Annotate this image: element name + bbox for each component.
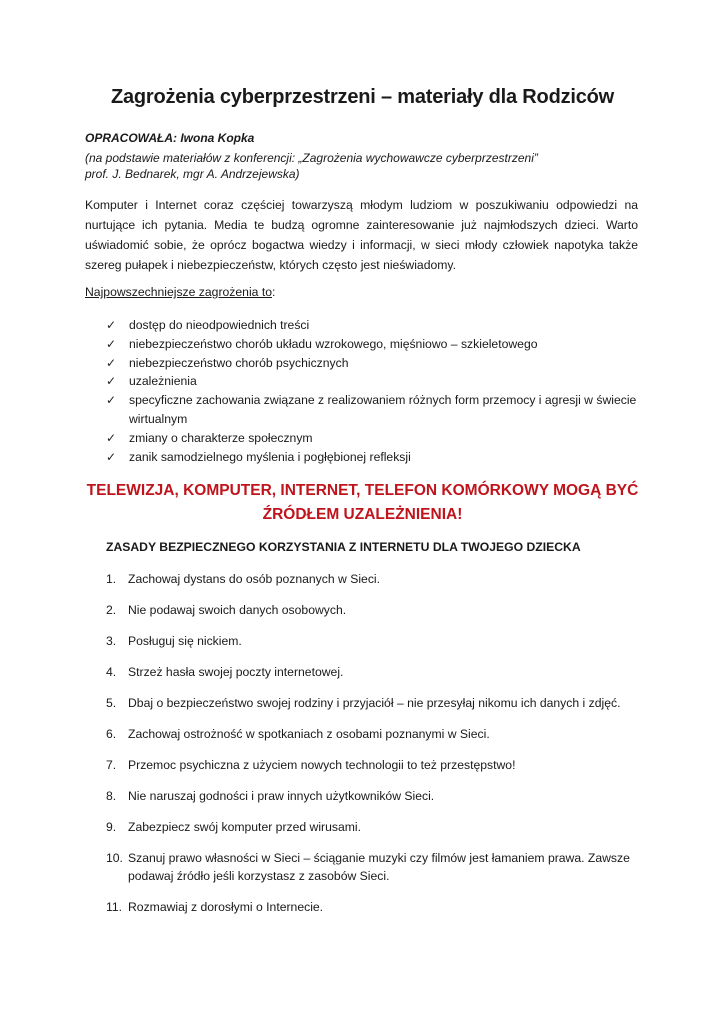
list-item (106, 663, 638, 681)
list-item (106, 316, 638, 335)
threat-text: uzależnienia (129, 374, 197, 389)
list-item (106, 818, 638, 836)
rule-text: Nie podawaj swoich danych osobowych. (128, 603, 347, 617)
list-item (106, 849, 638, 885)
rule-number: 9. (106, 820, 117, 834)
rule-text: Nie naruszaj godności i praw innych użytkowników Sieci. (128, 789, 435, 803)
source-note (85, 150, 538, 182)
list-item (106, 601, 638, 619)
document-title: Zagrożenia cyberprzestrzeni – materiały dla Rodziców (110, 86, 615, 108)
threat-text: zanik samodzielnego myślenia i pogłębionej refleksji (129, 449, 411, 464)
list-item (106, 756, 638, 774)
list-item (106, 448, 638, 467)
list-item (106, 694, 638, 712)
list-item (106, 725, 638, 743)
list-item (106, 632, 638, 650)
rule-number: 8. (106, 789, 117, 803)
rule-text: Rozmawiaj z dorosłymi o Internecie. (128, 900, 324, 914)
threats-heading-colon: : (271, 285, 276, 299)
threats-heading-text: Najpowszechniejsze zagrożenia to (85, 285, 272, 299)
rule-text: Przemoc psychiczna z użyciem nowych technologii to też przestępstwo! (128, 758, 516, 772)
rule-text: Zachowaj dystans do osób poznanych w Sieci. (128, 572, 381, 586)
source-line-2: prof. J. Bednarek, mgr A. Andrzejewska) (85, 167, 300, 181)
checkmark-icon: ✓ (106, 393, 117, 408)
rule-number: 6. (106, 727, 117, 741)
rule-text: Szanuj prawo własności w Sieci – ściąganie muzyki czy filmów jest łamaniem prawa. Zawsze podawaj źródło jeśli korzystasz z zasobów Sieci. (128, 851, 630, 883)
checkmark-icon: ✓ (106, 430, 117, 445)
rule-number: 11. (106, 900, 123, 914)
warning-line-1: TELEWIZJA, KOMPUTER, INTERNET, TELEFON KOMÓRKOWY MOGĄ BYĆ (86, 482, 639, 499)
threats-list (106, 316, 638, 466)
threat-text: niebezpieczeństwo chorób układu wzrokowego, mięśniowo – szkieletowego (129, 336, 538, 351)
threat-text: zmiany o charakterze społecznym (129, 430, 313, 445)
threat-text: niebezpieczeństwo chorób psychicznych (129, 355, 349, 370)
checkmark-icon: ✓ (106, 336, 117, 351)
list-item (106, 898, 638, 916)
list-item (106, 787, 638, 805)
rule-text: Dbaj o bezpieczeństwo swojej rodziny i przyjaciół – nie przesyłaj nikomu ich danych i zdjęć. (128, 696, 621, 710)
rule-text: Zachowaj ostrożność w spotkaniach z osobami poznanymi w Sieci. (128, 727, 490, 741)
rule-number: 2. (106, 603, 117, 617)
source-line-1: (na podstawie materiałów z konferencji: „Zagrożenia wychowawcze cyberprzestrzeni” (85, 151, 538, 165)
rule-number: 10. (106, 851, 123, 865)
warning-line-2: ŹRÓDŁEM UZALEŻNIENIA! (262, 506, 463, 523)
author-line: OPRACOWAŁA: Iwona Kopka (85, 131, 255, 145)
list-item (106, 570, 638, 588)
checkmark-icon: ✓ (106, 449, 117, 464)
rule-number: 3. (106, 634, 117, 648)
rule-text: Zabezpiecz swój komputer przed wirusami. (128, 820, 362, 834)
intro-paragraph: Komputer i Internet coraz częściej towarzyszą młodym ludziom w poszukiwaniu odpowiedzi na nurtujące ich pytania. Media te budzą ogromne zainteresowanie już najmłodszych dzieci. Warto uświadomić sobie, że oprócz bogactwa wiedzy i informacji, w sieci młody człowiek napotyka także szereg pułapek i niebezpieczeństw, których często jest nieświadomy. (85, 198, 638, 272)
rule-number: 1. (106, 572, 117, 586)
rules-list (106, 570, 638, 929)
checkmark-icon: ✓ (106, 374, 117, 389)
rule-number: 4. (106, 665, 117, 679)
checkmark-icon: ✓ (106, 318, 117, 332)
checkmark-icon: ✓ (106, 355, 117, 370)
list-item (106, 354, 638, 373)
list-item (106, 335, 638, 354)
list-item (106, 429, 638, 448)
addiction-warning (0, 479, 725, 527)
rule-number: 7. (106, 758, 117, 772)
rule-number: 5. (106, 696, 117, 710)
threat-text: specyficzne zachowania związane z realizowaniem różnych form przemocy i agresji w świecie wirtualnym (129, 393, 637, 426)
rules-heading: ZASADY BEZPIECZNEGO KORZYSTANIA Z INTERNETU DLA TWOJEGO DZIECKA (106, 540, 581, 554)
threat-text: dostęp do nieodpowiednich treści (129, 318, 310, 332)
threats-heading (85, 285, 275, 299)
list-item (106, 372, 638, 391)
list-item (106, 391, 638, 429)
rule-text: Posługuj się nickiem. (128, 634, 242, 648)
rule-text: Strzeż hasła swojej poczty internetowej. (128, 665, 344, 679)
